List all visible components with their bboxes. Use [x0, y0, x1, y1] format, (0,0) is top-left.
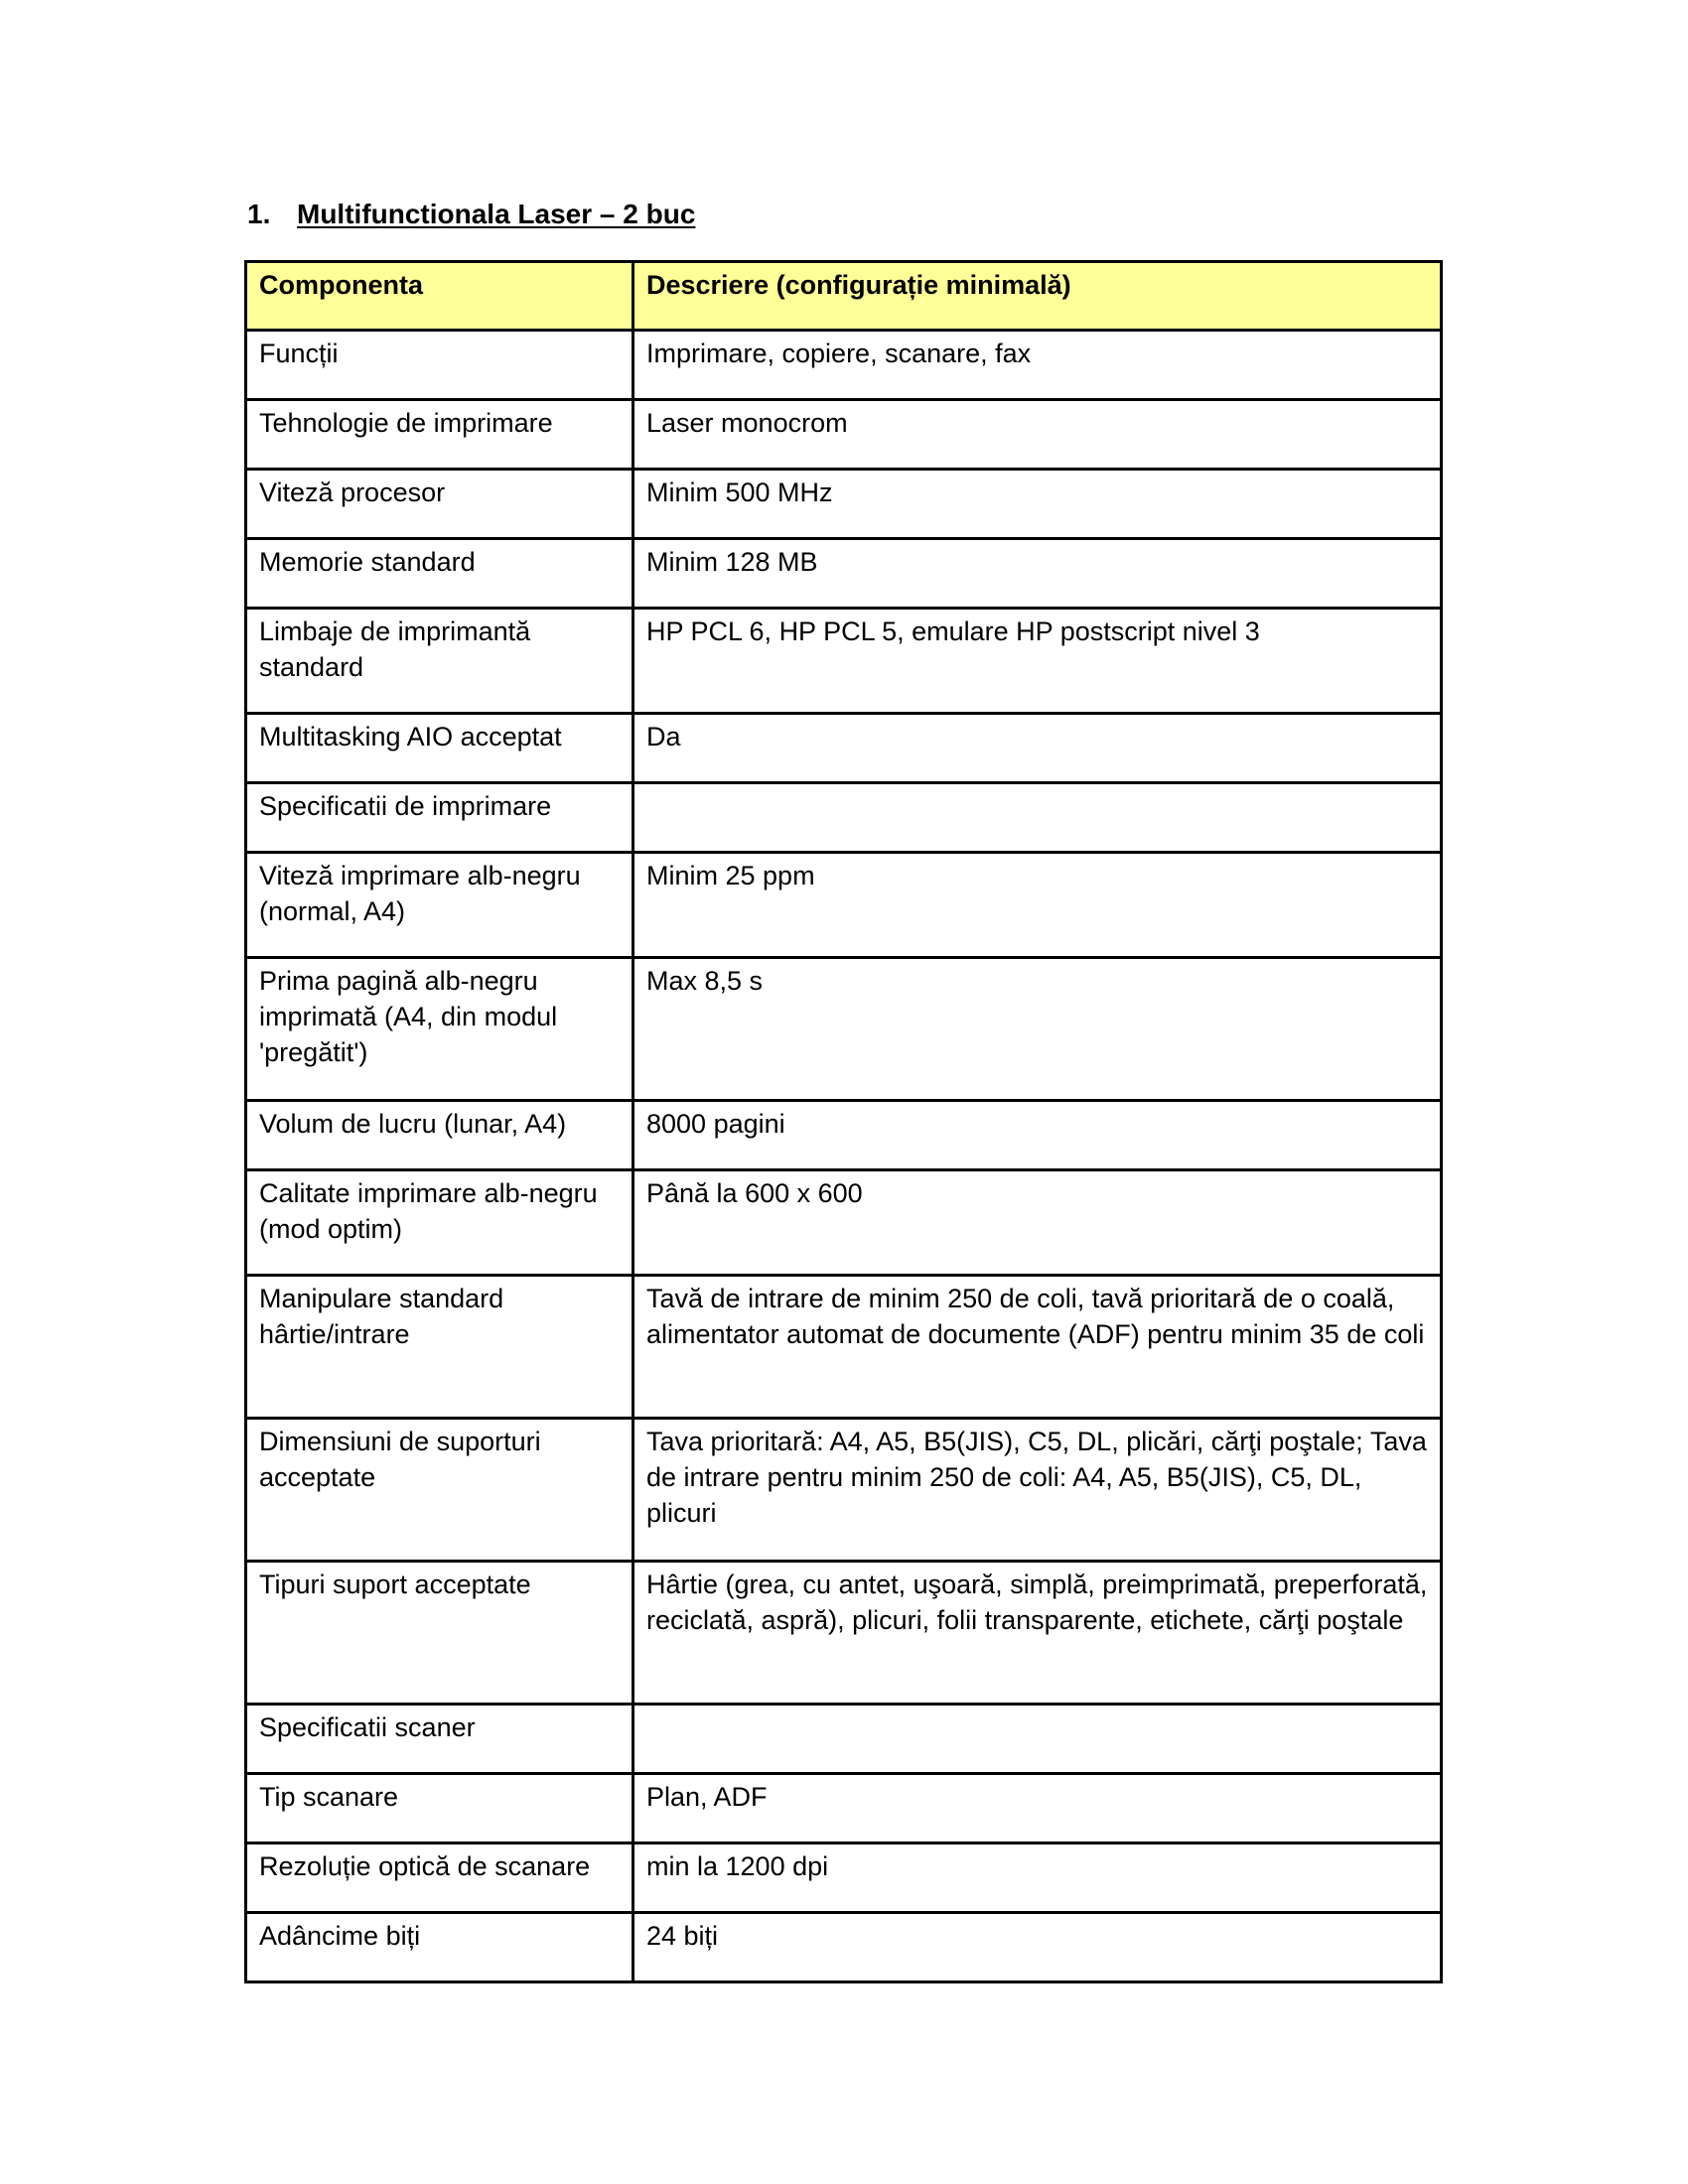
- row-label: Limbaje de imprimantă standard: [246, 609, 633, 714]
- row-value: Minim 128 MB: [633, 539, 1442, 609]
- table-row: [246, 400, 1442, 470]
- row-label: Specificatii de imprimare: [246, 783, 633, 853]
- row-value: Hârtie (grea, cu antet, uşoară, simplă, preimprimată, preperforată, reciclată, aspră), plicuri, folii transparente, etichete, cărţi poştale: [633, 1562, 1442, 1705]
- table-row: [246, 1170, 1442, 1276]
- header-component: Componenta: [246, 262, 633, 331]
- table-row: [246, 1419, 1442, 1562]
- section-title: Multifunctionala Laser – 2 buc: [297, 199, 696, 229]
- row-value: 24 biți: [633, 1913, 1442, 1982]
- row-value: Max 8,5 s: [633, 958, 1442, 1101]
- table-row: [246, 470, 1442, 539]
- row-label: Rezoluție optică de scanare: [246, 1843, 633, 1913]
- table-row: [246, 539, 1442, 609]
- table-row: [246, 783, 1442, 853]
- row-value: Tavă de intrare de minim 250 de coli, tavă prioritară de o coală, alimentator automat de documente (ADF) pentru minim 35 de coli: [633, 1276, 1442, 1419]
- row-label: Viteză procesor: [246, 470, 633, 539]
- row-label: Dimensiuni de suporturi acceptate: [246, 1419, 633, 1562]
- table-row: [246, 331, 1442, 400]
- table-row: [246, 958, 1442, 1101]
- row-label: Viteză imprimare alb-negru (normal, A4): [246, 853, 633, 958]
- row-value: 8000 pagini: [633, 1101, 1442, 1170]
- table-row: [246, 1101, 1442, 1170]
- row-label: Adâncime biți: [246, 1913, 633, 1982]
- table-row: [246, 1705, 1442, 1774]
- row-value: Minim 25 ppm: [633, 853, 1442, 958]
- row-value: Tava prioritară: A4, A5, B5(JIS), C5, DL, plicări, cărţi poştale; Tava de intrare pentru minim 250 de coli: A4, A5, B5(JIS), C5, DL, plicuri: [633, 1419, 1442, 1562]
- table-row: [246, 1562, 1442, 1705]
- table-row: [246, 853, 1442, 958]
- section-number: 1.: [247, 199, 271, 229]
- row-value: min la 1200 dpi: [633, 1843, 1442, 1913]
- row-label: Volum de lucru (lunar, A4): [246, 1101, 633, 1170]
- row-label: Tip scanare: [246, 1774, 633, 1843]
- table-row: [246, 714, 1442, 783]
- row-value: Laser monocrom: [633, 400, 1442, 470]
- row-value: Minim 500 MHz: [633, 470, 1442, 539]
- row-label: Specificatii scaner: [246, 1705, 633, 1774]
- table-row: [246, 1276, 1442, 1419]
- row-value: Până la 600 x 600: [633, 1170, 1442, 1276]
- row-value: [633, 1705, 1442, 1774]
- row-label: Calitate imprimare alb-negru (mod optim): [246, 1170, 633, 1276]
- row-label: Manipulare standard hârtie/intrare: [246, 1276, 633, 1419]
- table-header-row: [246, 262, 1442, 331]
- row-label: Multitasking AIO acceptat: [246, 714, 633, 783]
- table-row: [246, 1913, 1442, 1982]
- row-label: Memorie standard: [246, 539, 633, 609]
- table-row: [246, 1843, 1442, 1913]
- row-value: [633, 783, 1442, 853]
- row-value: Da: [633, 714, 1442, 783]
- row-label: Prima pagină alb-negru imprimată (A4, din modul 'pregătit'): [246, 958, 633, 1101]
- row-label: Funcții: [246, 331, 633, 400]
- row-value: Imprimare, copiere, scanare, fax: [633, 331, 1442, 400]
- row-label: Tipuri suport acceptate: [246, 1562, 633, 1705]
- row-value: Plan, ADF: [633, 1774, 1442, 1843]
- table-row: [246, 609, 1442, 714]
- table-body: [246, 331, 1442, 1982]
- specifications-table: [244, 260, 1443, 1983]
- row-label: Tehnologie de imprimare: [246, 400, 633, 470]
- table-row: [246, 1774, 1442, 1843]
- section-heading: [247, 195, 695, 234]
- row-value: HP PCL 6, HP PCL 5, emulare HP postscript nivel 3: [633, 609, 1442, 714]
- header-description: Descriere (configurație minimală): [633, 262, 1442, 331]
